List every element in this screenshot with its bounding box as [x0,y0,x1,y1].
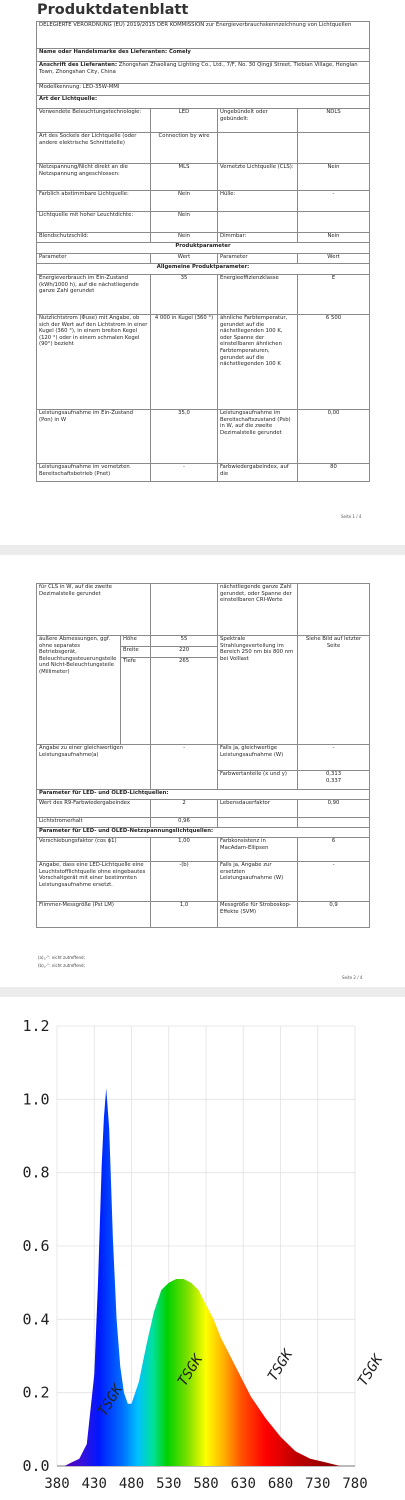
cell-label: Hülle: [218,191,298,212]
cell-label: Angabe, dass eine LED-Lichtquelle eine Leuchtstofflichtquelle ohne eingebautes Vorschaltgerät mit einer bestimmten Leistungsaufnahme ersetzt. [37,862,151,902]
cell-label: Vernetzte Lichtquelle (CLS): [218,164,298,191]
supplier-address-value: Zhongshan Zhaoliang Lighting Co., Ltd., 7/F, No. 30 Qingji Street, Tiebian Village, Henglan Town, Zhongshan City, China [39,62,358,75]
page-number: Seite 2 / 4 [342,975,363,980]
x-tick-label: 730 [305,1476,331,1492]
page-number: Seite 1 / 4 [341,514,362,519]
cell-value [298,584,370,636]
cell-label: Dimmbar: [218,233,298,243]
dimension-name: Tiefe [121,658,151,745]
datasheet-page-2 [0,555,405,987]
cell-value: - [298,862,370,902]
cell-label: Energieverbrauch im Ein-Zustand (kWh/1000 h), auf die nächstliegende ganze Zahl gerundet [37,275,151,315]
cell-label: Farblich abstimmbare Lichtquelle: [37,191,151,212]
cell-label: Energieeffizienzklasse [218,275,298,315]
cell-value: LED [151,109,218,133]
cell-value [298,133,370,164]
cell-label: Lichtstromerhalt [37,818,151,828]
dimension-name: Breite [121,647,151,658]
column-header: Parameter [218,254,298,264]
cell-value: 0,00 [298,410,370,464]
column-header: Parameter [37,254,151,264]
general-parameters-header: Allgemeine Produktparameter: [37,264,370,275]
spectral-distribution-chart [0,997,405,1500]
cell-value: -(b) [151,862,218,902]
x-tick-label: 580 [193,1476,219,1492]
cell-value: 6 500 [298,315,370,410]
column-header: Wert [298,254,370,264]
cell-label: Blendschutzschild: [37,233,151,243]
y-tick-label: 0.4 [22,1310,50,1329]
cell-value [298,212,370,233]
cell-label: Leistungsaufnahme im vernetzten Bereitschaftsbetrieb (Pnet) [37,464,151,482]
y-tick-label: 0.8 [22,1163,50,1182]
cell-value: - [298,191,370,212]
cell-value: Siehe Bild auf letzter Seite [298,636,370,745]
cell-label: Farbkonsistenz in MacAdam-Ellipsen [218,838,298,862]
watermark-text: TSGK [264,1347,297,1385]
mains-parameters-header: Parameter für LED- und OLED-Netzspannungslichtquellen: [37,828,370,838]
cell-label: Farbwiedergabeindex, auf die [218,464,298,482]
cell-value: 6 [298,838,370,862]
datasheet-table-1 [36,21,370,482]
cell-value: Nein [151,212,218,233]
x-tick-label: 480 [118,1476,145,1492]
cell-value: 1,00 [151,838,218,862]
cell-label: Falls ja, gleichwertige Leistungsaufnahme (W) [218,745,298,771]
x-tick-label: 430 [81,1476,107,1492]
model-identifier: Modellkennung: LED-35W-MMI [37,84,370,96]
cell-label: ähnliche Farbtemperatur, gerundet auf die nächstliegenden 100 K, oder Spanne der einstellbaren ähnlichen Farbtemperaturen, gerundet auf die nächstliegenden 100 K [218,315,298,410]
cell-label: für CLS in W, auf die zweite Dezimalstelle gerundet [37,584,151,636]
product-parameters-header: Produktparameter [37,243,370,254]
footnote-a: (a)„-“: nicht zutreffend; [38,955,85,960]
spectrum-page [0,997,405,1500]
dimensions-label: äußere Abmessungen, ggf. ohne separates Betriebsgerät, Beleuchtungssteuerungsteile und Nicht-Beleuchtungsteile (Millimeter) [37,636,121,745]
cell-value: NDLS [298,109,370,133]
footnote-b: (b)„-“: nicht zutreffend; [38,963,85,968]
cell-label: Falls ja, Angabe zur ersetzten Leistungsaufnahme (W) [218,862,298,902]
y-tick-label: 0.6 [22,1237,50,1255]
y-tick-label: 0.0 [22,1457,50,1475]
x-tick-label: 780 [342,1476,368,1492]
cell-value: 4 000 in Kugel (360 °) [151,315,218,410]
x-tick-label: 630 [230,1476,256,1492]
cell-label: Lebensdauerfaktor [218,800,298,818]
watermark-text: TSGK [94,1382,127,1420]
cell-label: Leistungsaufnahme im Ein-Zustand (Pon) in W [37,410,151,464]
regulation-text: DELEGIERTE VERORDNUNG (EU) 2019/2015 DER KOMMISSION zur Energieverbrauchskennzeichnung von Lichtquellen [37,22,370,49]
cell-value: 35 [151,275,218,315]
cell-label: nächstliegende ganze Zahl gerundet, oder Spanne der einstellbaren CRI-Werte [218,584,298,636]
cell-value: 2 [151,800,218,818]
cell-value: 35,0 [151,410,218,464]
cell-label: Farbwertanteile (x und y) [218,771,298,790]
column-header: Wert [151,254,218,264]
cell-value [151,584,218,636]
cell-label: Nutzlichtstrom (Φuse) mit Angabe, ob sich der Wert auf den Lichtstrom in einer Kugel (360 °), in einem breiten Kegel (120 °) oder in einem schmalen Kegel (90°) bezieht [37,315,151,410]
dimension-value: 55 [151,636,218,647]
page-separator [0,545,405,555]
dimension-value: 265 [151,658,218,745]
watermark-text: TSGK [354,1352,387,1390]
cell-value: 0,90 [298,800,370,818]
cell-label: Verschiebungsfaktor (cos ϕ1) [37,838,151,862]
cell-label: Art des Sockels der Lichtquelle (oder andere elektrische Schnittstelle) [37,133,151,164]
cell-value [298,771,370,790]
cell-label [218,133,298,164]
cell-label [218,212,298,233]
x-tick-label: 680 [267,1476,294,1492]
cell-value: Nein [298,233,370,243]
chromaticity-y: 0,337 [325,777,342,784]
cell-value: 80 [298,464,370,482]
cell-value: 1,0 [151,902,218,928]
cell-value: Nein [151,191,218,212]
cell-label: Netzspannung/Nicht direkt an die Netzspannung angeschlossen: [37,164,151,191]
cell-value: Connection by wire [151,133,218,164]
cell-label: Leistungsaufnahme im Bereitschaftszustand (Psb) in W, auf die zweite Dezimalstelle gerundet [218,410,298,464]
dimension-value: 220 [151,647,218,658]
cell-value: - [298,745,370,771]
cell-value: Nein [298,164,370,191]
x-tick-label: 380 [44,1476,70,1492]
cell-label: Verwendete Beleuchtungstechnologie: [37,109,151,133]
cell-value: E [298,275,370,315]
empty-cell [298,818,370,828]
x-tick-label: 530 [156,1476,182,1492]
cell-label: Flimmer-Messgröße (Pst LM) [37,902,151,928]
cell-label: Lichtquelle mit hoher Leuchtdichte: [37,212,151,233]
cell-label: Spektrale Strahlungsverteilung im Bereich 250 nm bis 800 nm bei Volllast [218,636,298,745]
y-tick-label: 1.0 [22,1090,50,1109]
y-tick-label: 0.2 [22,1383,50,1402]
led-parameters-header: Parameter für LED- und OLED-Lichtquellen: [37,790,370,800]
cell-label: Angabe zu einer gleichwertigen Leistungsaufnahme(a) [37,745,151,790]
light-source-type-header: Art der Lichtquelle: [37,96,370,109]
datasheet-page-1 [0,0,405,545]
supplier-name: Name oder Handelsmarke des Lieferanten: Comely [37,49,370,62]
supplier-address [37,62,370,84]
supplier-address-label: Anschrift des Lieferanten: [39,62,118,68]
cell-value: - [151,745,218,790]
cell-value: - [151,464,218,482]
cell-value: MLS [151,164,218,191]
cell-label: Wert des R9-Farbwiedergabeindex [37,800,151,818]
page-title: Produktdatenblatt [37,2,189,18]
cell-value: 0,96 [151,818,218,828]
dimension-name: Höhe [121,636,151,647]
watermark-text: TSGK [174,1352,207,1390]
cell-label: Messgröße für Stroboskop-Effekte (SVM) [218,902,298,928]
cell-value: 0,9 [298,902,370,928]
empty-cell [218,818,298,828]
cell-value: Nein [151,233,218,243]
page-separator [0,987,405,997]
chromaticity-x: 0,313 [325,771,342,777]
datasheet-table-2 [36,583,370,928]
cell-label: Ungebündelt oder gebündelt: [218,109,298,133]
y-tick-label: 1.2 [22,1017,50,1035]
